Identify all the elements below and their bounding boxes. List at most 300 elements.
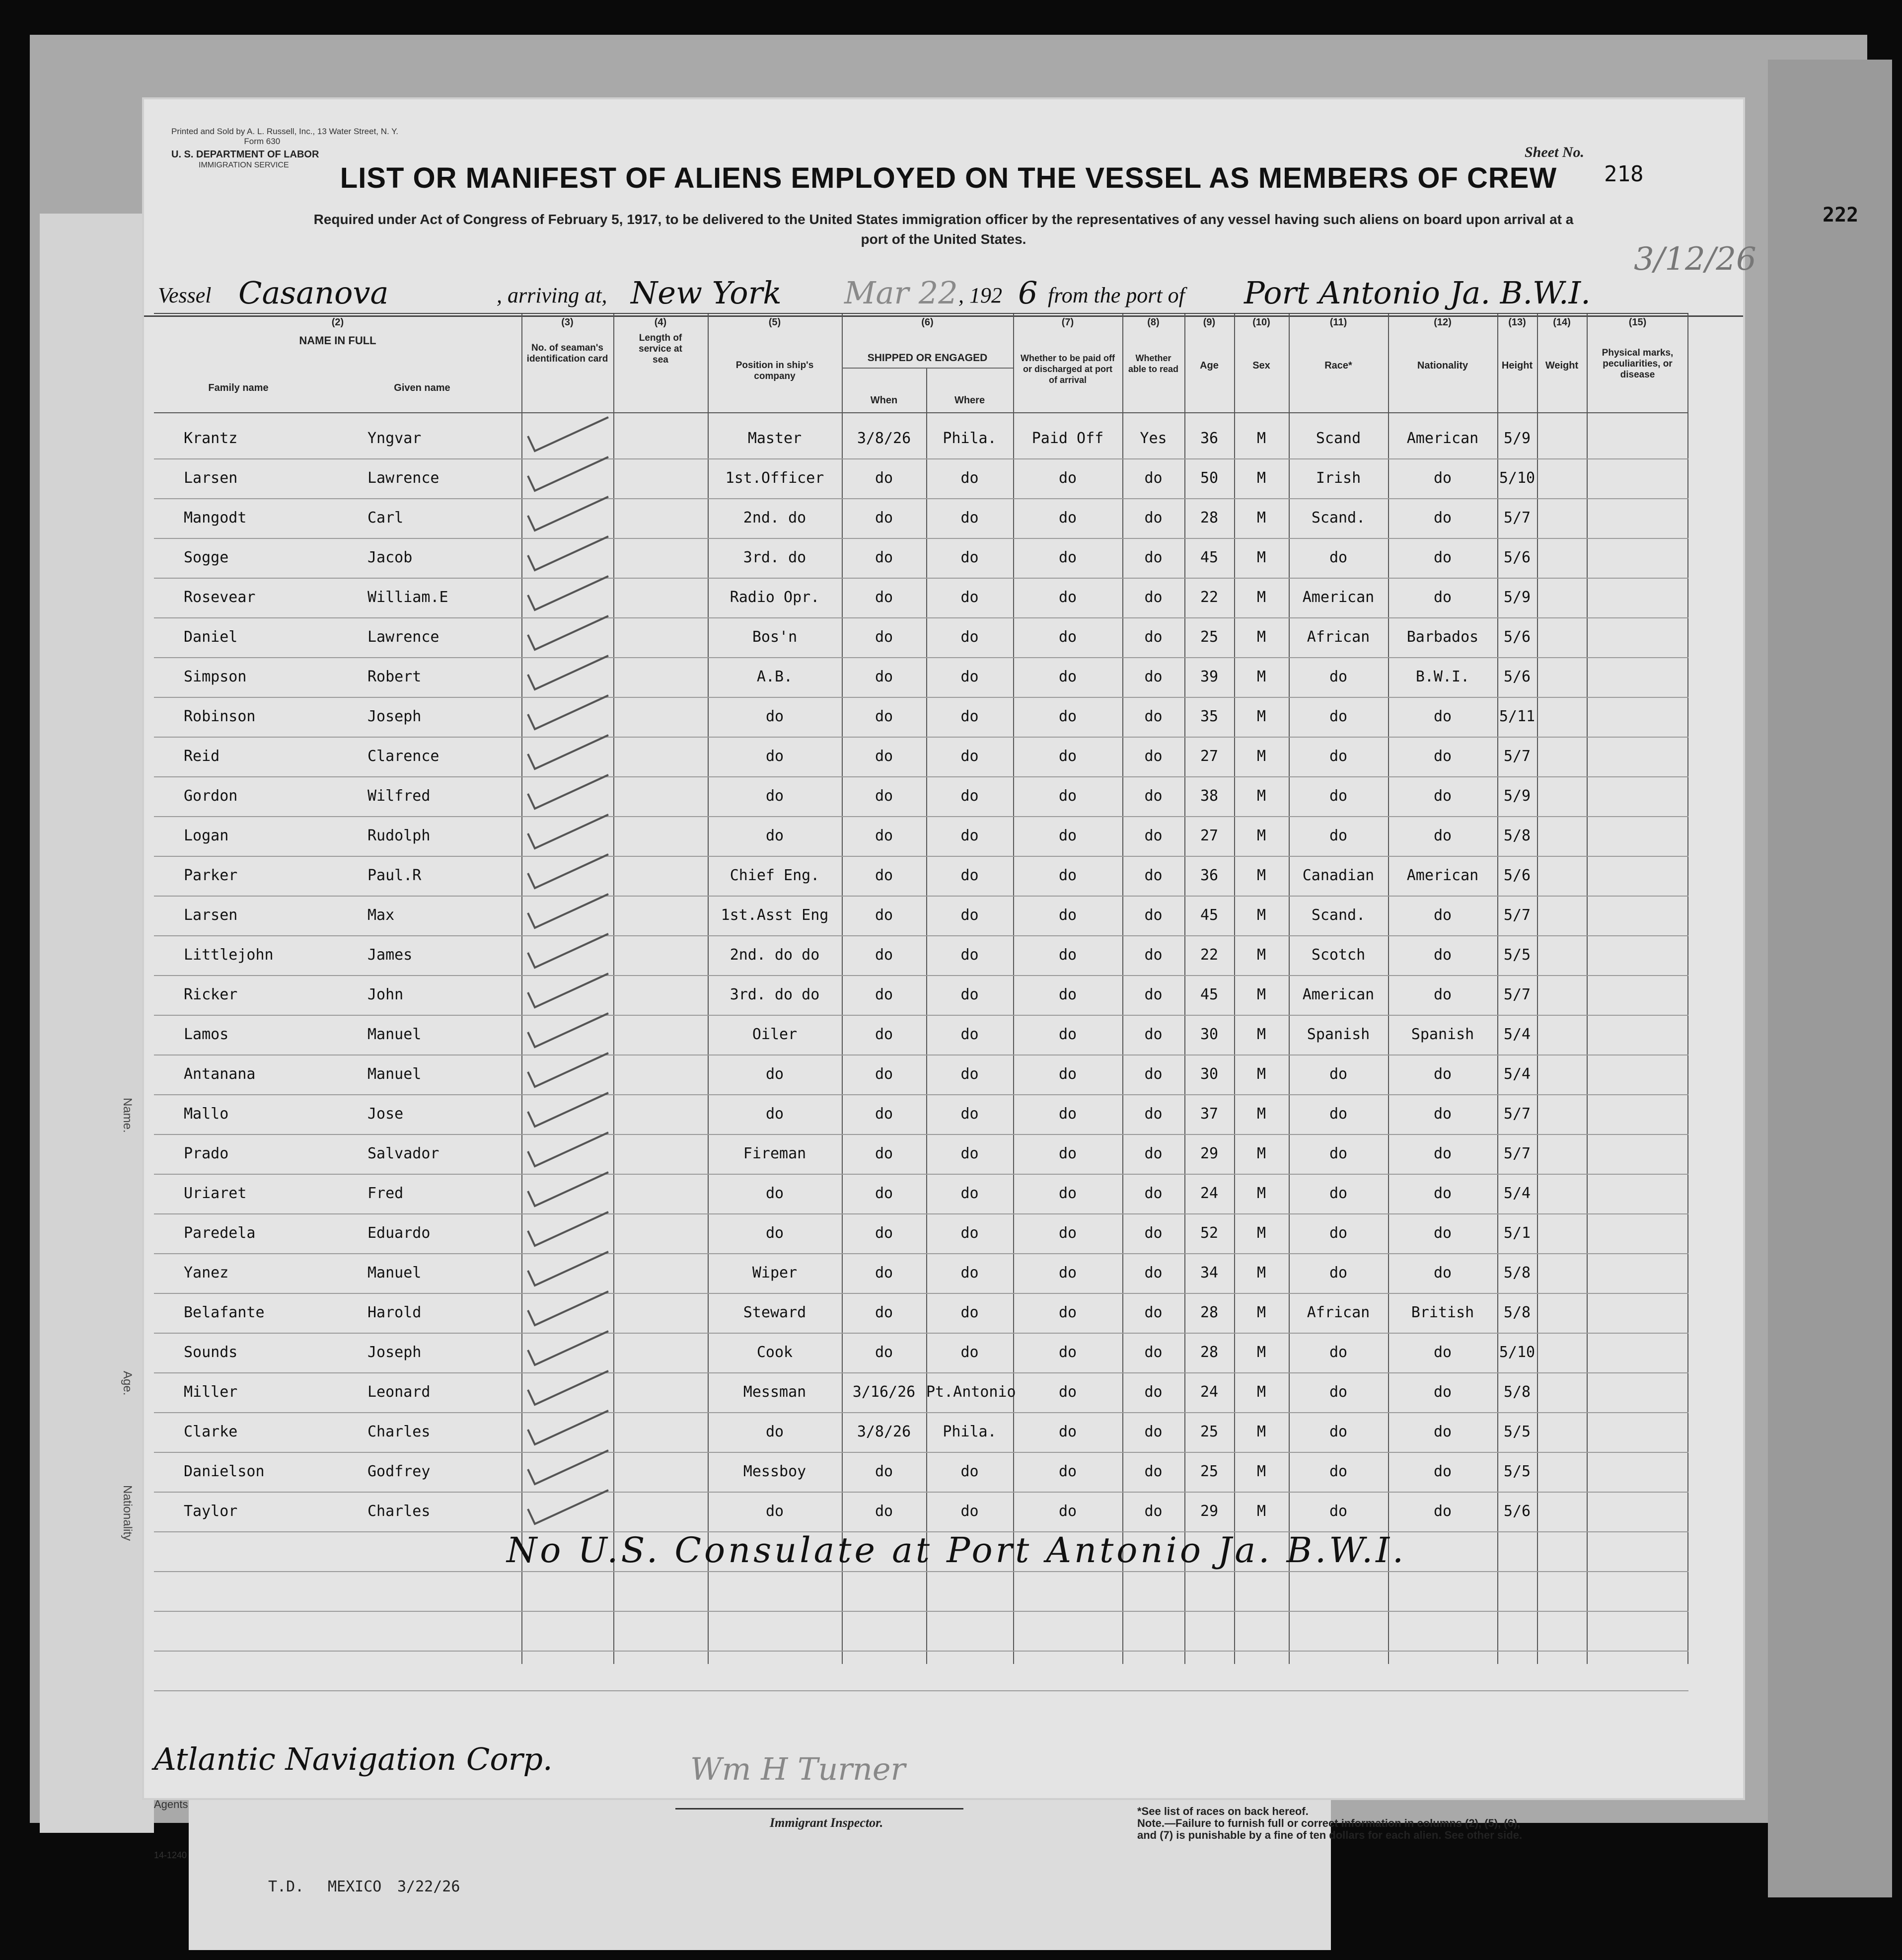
cell-paid: do <box>1058 1185 1077 1202</box>
cell-where: do <box>960 1503 979 1520</box>
cell-sex: M <box>1256 1463 1266 1480</box>
cell-when: do <box>875 708 893 725</box>
col10-header: Sex <box>1252 360 1270 371</box>
strip-label-age: Age. <box>121 1371 134 1396</box>
cell-height: 5/10 <box>1499 1344 1536 1361</box>
cell-race: do <box>1329 668 1348 685</box>
cell-family: Larsen <box>184 469 238 487</box>
cell-race: do <box>1329 1224 1348 1242</box>
cell-sex: M <box>1256 946 1266 964</box>
cell-read: do <box>1144 469 1163 487</box>
cell-sex: M <box>1256 986 1266 1003</box>
manifest-page <box>144 99 1756 1860</box>
cell-age: 24 <box>1200 1185 1219 1202</box>
page-subtitle: Required under Act of Congress of February 5, 1917, to be delivered to the United States immigration officer by the representatives of any vessel having such aliens on board upon arrival at a port of the United States. <box>313 212 1574 247</box>
cell-family: Taylor <box>184 1503 238 1520</box>
corner-number: 222 <box>1823 204 1859 226</box>
table-row <box>154 459 1688 499</box>
cell-where: do <box>960 589 979 606</box>
cell-paid: do <box>1058 589 1077 606</box>
cell-where: do <box>960 1145 979 1162</box>
table-row <box>154 1214 1688 1254</box>
cell-height: 5/7 <box>1503 906 1531 924</box>
cell-race: do <box>1329 1344 1348 1361</box>
cell-read: do <box>1144 827 1163 844</box>
cell-position: Master <box>747 430 802 447</box>
service: IMMIGRATION SERVICE <box>199 161 289 169</box>
cell-given: Harold <box>367 1304 422 1321</box>
crew-table <box>154 313 1688 1664</box>
cell-nationality: do <box>1433 1224 1452 1242</box>
cell-when: do <box>875 946 893 964</box>
check-mark-icon <box>524 571 623 616</box>
cell-given: Lawrence <box>367 469 439 487</box>
col2-number: (2) <box>331 317 344 328</box>
cell-given: James <box>367 946 413 964</box>
cell-position: Radio Opr. <box>730 589 820 606</box>
cell-sex: M <box>1256 1224 1266 1242</box>
cell-age: 52 <box>1200 1224 1219 1242</box>
cell-when: 3/8/26 <box>857 1423 911 1440</box>
cell-age: 34 <box>1200 1264 1219 1282</box>
cell-when: do <box>875 1065 893 1083</box>
table-row <box>154 1413 1688 1453</box>
vessel-label: Vessel <box>158 283 212 307</box>
agent-name: Atlantic Navigation Corp. <box>154 1741 553 1777</box>
cell-race: Spanish <box>1307 1026 1370 1043</box>
cell-family: Larsen <box>184 906 238 924</box>
cell-where: do <box>960 1463 979 1480</box>
slip-td: T.D. <box>268 1878 304 1895</box>
slip-date: 3/22/26 <box>397 1878 460 1895</box>
cell-position: Bos'n <box>752 628 798 646</box>
cell-height: 5/6 <box>1503 668 1531 685</box>
cell-paid: do <box>1058 867 1077 884</box>
cell-height: 5/4 <box>1503 1026 1531 1043</box>
signature-line <box>675 1808 963 1809</box>
cell-position: do <box>765 1503 784 1520</box>
check-mark-icon <box>524 611 623 656</box>
cell-sex: M <box>1256 1264 1266 1282</box>
cell-family: Miller <box>184 1383 238 1401</box>
table-row <box>154 1254 1688 1294</box>
cell-position: 1st.Officer <box>725 469 824 487</box>
cell-paid: do <box>1058 1105 1077 1123</box>
cell-sex: M <box>1256 469 1266 487</box>
strip-label-name: Name. <box>121 1098 134 1133</box>
check-mark-icon <box>524 1207 623 1252</box>
table-row <box>154 1334 1688 1373</box>
slip-origin: MEXICO <box>328 1878 382 1895</box>
check-mark-icon <box>524 730 623 775</box>
cell-when: do <box>875 867 893 884</box>
check-mark-icon <box>524 1445 623 1490</box>
cell-read: do <box>1144 1224 1163 1242</box>
cell-where: do <box>960 1105 979 1123</box>
cell-paid: do <box>1058 628 1077 646</box>
table-row <box>154 1095 1688 1135</box>
check-mark-icon <box>524 1088 623 1132</box>
cell-nationality: do <box>1433 1185 1452 1202</box>
cell-nationality: do <box>1433 986 1452 1003</box>
family-name-header: Family name <box>208 382 269 393</box>
col14-header: Weight <box>1545 360 1579 371</box>
sheet-label: Sheet No. <box>1525 144 1584 160</box>
cell-nationality: do <box>1433 708 1452 725</box>
cell-nationality: American <box>1406 867 1479 884</box>
cell-given: Fred <box>367 1185 404 1202</box>
cell-sex: M <box>1256 867 1266 884</box>
cell-paid: do <box>1058 549 1077 566</box>
cell-position: 1st.Asst Eng <box>721 906 829 924</box>
cell-race: do <box>1329 787 1348 805</box>
cell-paid: do <box>1058 906 1077 924</box>
printer-line: Printed and Sold by A. L. Russell, Inc., 13 Water Street, N. Y. Form 630 <box>171 127 399 146</box>
cell-family: Simpson <box>184 668 247 685</box>
cell-where: do <box>960 906 979 924</box>
background-sheet-right <box>1768 60 1892 1897</box>
table-row <box>154 857 1688 897</box>
cell-family: Clarke <box>184 1423 238 1440</box>
cell-age: 28 <box>1200 509 1219 527</box>
cell-read: do <box>1144 1423 1163 1440</box>
cell-paid: do <box>1058 1264 1077 1282</box>
cell-position: do <box>765 708 784 725</box>
cell-read: do <box>1144 708 1163 725</box>
cell-sex: M <box>1256 1344 1266 1361</box>
cell-family: Sounds <box>184 1344 238 1361</box>
cell-position: Wiper <box>752 1264 798 1282</box>
col15-header: Physical marks, peculiarities, or disease <box>1602 348 1674 380</box>
cell-race: do <box>1329 549 1348 566</box>
inspector-label: Immigrant Inspector. <box>770 1815 883 1830</box>
cell-read: do <box>1144 589 1163 606</box>
cell-read: Yes <box>1140 430 1167 447</box>
cell-when: do <box>875 1224 893 1242</box>
cell-when: do <box>875 589 893 606</box>
check-mark-icon <box>524 770 623 815</box>
cell-where: do <box>960 946 979 964</box>
cell-age: 28 <box>1200 1344 1219 1361</box>
cell-age: 38 <box>1200 787 1219 805</box>
cell-paid: Paid Off <box>1031 430 1104 447</box>
cell-when: do <box>875 549 893 566</box>
cell-read: do <box>1144 867 1163 884</box>
cell-when: do <box>875 509 893 527</box>
cell-age: 36 <box>1200 867 1219 884</box>
cell-family: Robinson <box>184 708 256 725</box>
cell-position: Oiler <box>752 1026 798 1043</box>
cell-race: do <box>1329 748 1348 765</box>
cell-age: 29 <box>1200 1503 1219 1520</box>
page-title: LIST OR MANIFEST OF ALIENS EMPLOYED ON THE VESSEL AS MEMBERS OF CREW <box>340 162 1557 194</box>
cell-paid: do <box>1058 1423 1077 1440</box>
check-mark-icon <box>524 1286 623 1331</box>
cell-family: Yanez <box>184 1264 229 1282</box>
arrival-date: Mar 22 <box>844 275 958 311</box>
handwritten-note: No U.S. Consulate at Port Antonio Ja. B.W.I. <box>507 1530 1407 1571</box>
table-row <box>154 936 1688 976</box>
cell-where: do <box>960 628 979 646</box>
cell-race: do <box>1329 708 1348 725</box>
cell-height: 5/6 <box>1503 867 1531 884</box>
cell-read: do <box>1144 946 1163 964</box>
cell-read: do <box>1144 986 1163 1003</box>
cell-when: do <box>875 469 893 487</box>
cell-race: do <box>1329 1105 1348 1123</box>
cell-given: William.E <box>367 589 448 606</box>
cell-race: do <box>1329 1185 1348 1202</box>
cell-when: do <box>875 1503 893 1520</box>
cell-paid: do <box>1058 1463 1077 1480</box>
cell-where: do <box>960 867 979 884</box>
check-mark-icon <box>524 1008 623 1053</box>
cell-given: Jacob <box>367 549 413 566</box>
cell-read: do <box>1144 787 1163 805</box>
cell-family: Sogge <box>184 549 229 566</box>
cell-nationality: do <box>1433 1065 1452 1083</box>
cell-given: Charles <box>367 1423 431 1440</box>
cell-sex: M <box>1256 668 1266 685</box>
cell-age: 30 <box>1200 1065 1219 1083</box>
cell-height: 5/5 <box>1503 946 1531 964</box>
cell-read: do <box>1144 1383 1163 1401</box>
col13-number: (13) <box>1508 317 1526 328</box>
cell-height: 5/8 <box>1503 1383 1531 1401</box>
cell-position: Fireman <box>743 1145 806 1162</box>
cell-age: 37 <box>1200 1105 1219 1123</box>
cell-height: 5/1 <box>1503 1224 1531 1242</box>
cell-age: 22 <box>1200 589 1219 606</box>
where-header: Where <box>954 395 985 406</box>
year-prefix: , 192 <box>958 283 1002 307</box>
cell-height: 5/7 <box>1503 1105 1531 1123</box>
cell-sex: M <box>1256 1423 1266 1440</box>
cell-nationality: do <box>1433 509 1452 527</box>
cell-when: do <box>875 906 893 924</box>
cell-race: do <box>1329 1264 1348 1282</box>
cell-family: Reid <box>184 748 220 765</box>
table-row <box>154 1493 1688 1532</box>
cell-race: do <box>1329 1423 1348 1440</box>
table-row <box>154 579 1688 618</box>
cell-family: Gordon <box>184 787 238 805</box>
cell-race: do <box>1329 1503 1348 1520</box>
cell-nationality: do <box>1433 906 1452 924</box>
cell-height: 5/7 <box>1503 986 1531 1003</box>
cell-family: Danielson <box>184 1463 265 1480</box>
col6-header: SHIPPED OR ENGAGED <box>867 352 988 364</box>
cell-nationality: do <box>1433 1145 1452 1162</box>
cell-family: Logan <box>184 827 229 844</box>
cell-sex: M <box>1256 1503 1266 1520</box>
cell-where: do <box>960 549 979 566</box>
cell-age: 25 <box>1200 1423 1219 1440</box>
cell-where: do <box>960 1224 979 1242</box>
table-row <box>154 1175 1688 1214</box>
cell-height: 5/4 <box>1503 1185 1531 1202</box>
table-row <box>154 1453 1688 1493</box>
cell-age: 25 <box>1200 1463 1219 1480</box>
cell-height: 5/9 <box>1503 589 1531 606</box>
cell-read: do <box>1144 1026 1163 1043</box>
cell-given: Eduardo <box>367 1224 431 1242</box>
cell-when: do <box>875 1105 893 1123</box>
cell-position: do <box>765 1065 784 1083</box>
cell-height: 5/5 <box>1503 1463 1531 1480</box>
cell-when: do <box>875 668 893 685</box>
table-row <box>154 777 1688 817</box>
cell-paid: do <box>1058 1503 1077 1520</box>
cell-height: 5/6 <box>1503 549 1531 566</box>
cell-paid: do <box>1058 946 1077 964</box>
col3-number: (3) <box>561 317 574 328</box>
check-mark-icon <box>524 849 623 894</box>
when-header: When <box>870 395 898 406</box>
cell-given: Manuel <box>367 1264 422 1282</box>
cell-read: do <box>1144 906 1163 924</box>
cell-read: do <box>1144 509 1163 527</box>
cell-read: do <box>1144 549 1163 566</box>
cell-given: Joseph <box>367 708 422 725</box>
col13-header: Height <box>1501 360 1533 371</box>
cell-when: do <box>875 1145 893 1162</box>
col3-header: No. of seaman's identification card <box>526 343 608 364</box>
cell-where: Pt.Antonio <box>926 1383 1016 1401</box>
cell-family: Daniel <box>184 628 238 646</box>
col14-number: (14) <box>1553 317 1571 328</box>
cell-when: do <box>875 1463 893 1480</box>
cell-nationality: do <box>1433 946 1452 964</box>
cell-sex: M <box>1256 1105 1266 1123</box>
cell-race: African <box>1307 628 1370 646</box>
cell-read: do <box>1144 1145 1163 1162</box>
cell-family: Parker <box>184 867 238 884</box>
given-name-header: Given name <box>394 382 450 393</box>
vessel-name: Casanova <box>238 275 389 311</box>
cell-paid: do <box>1058 1145 1077 1162</box>
department: U. S. DEPARTMENT OF LABOR <box>171 149 319 160</box>
cell-race: American <box>1302 589 1375 606</box>
cell-family: Belafante <box>184 1304 265 1321</box>
col2-header: NAME IN FULL <box>299 334 376 347</box>
cell-when: do <box>875 1026 893 1043</box>
cell-given: Paul.R <box>367 867 422 884</box>
cell-family: Prado <box>184 1145 229 1162</box>
table-row <box>154 1373 1688 1413</box>
check-mark-icon <box>524 452 623 497</box>
cell-given: Charles <box>367 1503 431 1520</box>
cell-position: 3rd. do <box>743 549 806 566</box>
cell-paid: do <box>1058 708 1077 725</box>
stamp-date: 3/12/26 <box>1634 241 1756 278</box>
cell-given: Max <box>367 906 395 924</box>
cell-where: do <box>960 469 979 487</box>
agents-label: Agents <box>154 1798 188 1810</box>
col7-header: Whether to be paid off or discharged at port of arrival <box>1021 353 1115 385</box>
cell-read: do <box>1144 1344 1163 1361</box>
cell-read: do <box>1144 628 1163 646</box>
cell-position: Cook <box>756 1344 793 1361</box>
cell-given: John <box>367 986 404 1003</box>
check-mark-icon <box>524 1167 623 1212</box>
cell-family: Uriaret <box>184 1185 247 1202</box>
cell-race: do <box>1329 1383 1348 1401</box>
cell-position: 2nd. do <box>743 509 806 527</box>
check-mark-icon <box>524 531 623 576</box>
cell-nationality: do <box>1433 1463 1452 1480</box>
cell-age: 24 <box>1200 1383 1219 1401</box>
cell-paid: do <box>1058 986 1077 1003</box>
cell-family: Antanana <box>184 1065 256 1083</box>
cell-position: do <box>765 787 784 805</box>
cell-race: do <box>1329 827 1348 844</box>
table-row <box>154 897 1688 936</box>
inspector-signature: Wm H Turner <box>690 1751 906 1787</box>
cell-height: 5/7 <box>1503 748 1531 765</box>
cell-given: Jose <box>367 1105 404 1123</box>
table-row <box>154 539 1688 579</box>
cell-where: do <box>960 1264 979 1282</box>
cell-position: Messman <box>743 1383 806 1401</box>
cell-age: 45 <box>1200 906 1219 924</box>
cell-nationality: Spanish <box>1411 1026 1474 1043</box>
cell-given: Manuel <box>367 1065 422 1083</box>
col5-header: Position in ship's company <box>735 360 814 381</box>
col8-number: (8) <box>1147 317 1160 328</box>
cell-position: do <box>765 1423 784 1440</box>
cell-nationality: do <box>1433 827 1452 844</box>
sheet-number: 218 <box>1604 161 1644 187</box>
cell-race: do <box>1329 1463 1348 1480</box>
cell-where: do <box>960 708 979 725</box>
cell-paid: do <box>1058 509 1077 527</box>
cell-height: 5/7 <box>1503 509 1531 527</box>
cell-position: Messboy <box>743 1463 806 1480</box>
cell-race: Scand. <box>1311 906 1366 924</box>
cell-sex: M <box>1256 748 1266 765</box>
cell-given: Salvador <box>367 1145 439 1162</box>
cell-given: Rudolph <box>367 827 431 844</box>
cell-where: do <box>960 1185 979 1202</box>
cell-when: do <box>875 986 893 1003</box>
cell-height: 5/11 <box>1499 708 1536 725</box>
cell-height: 5/6 <box>1503 628 1531 646</box>
table-row <box>154 499 1688 539</box>
cell-where: do <box>960 668 979 685</box>
cell-where: do <box>960 748 979 765</box>
cell-paid: do <box>1058 1026 1077 1043</box>
cell-nationality: do <box>1433 787 1452 805</box>
cell-age: 39 <box>1200 668 1219 685</box>
cell-sex: M <box>1256 549 1266 566</box>
cell-read: do <box>1144 668 1163 685</box>
cell-sex: M <box>1256 1145 1266 1162</box>
cell-height: 5/4 <box>1503 1065 1531 1083</box>
cell-family: Rosevear <box>184 589 256 606</box>
cell-read: do <box>1144 748 1163 765</box>
cell-age: 50 <box>1200 469 1219 487</box>
cell-given: Lawrence <box>367 628 439 646</box>
cell-position: do <box>765 1185 784 1202</box>
table-row <box>154 618 1688 658</box>
cell-given: Joseph <box>367 1344 422 1361</box>
cell-nationality: do <box>1433 1264 1452 1282</box>
cell-paid: do <box>1058 1224 1077 1242</box>
cell-given: Clarence <box>367 748 439 765</box>
cell-when: 3/16/26 <box>852 1383 916 1401</box>
cell-when: do <box>875 1185 893 1202</box>
